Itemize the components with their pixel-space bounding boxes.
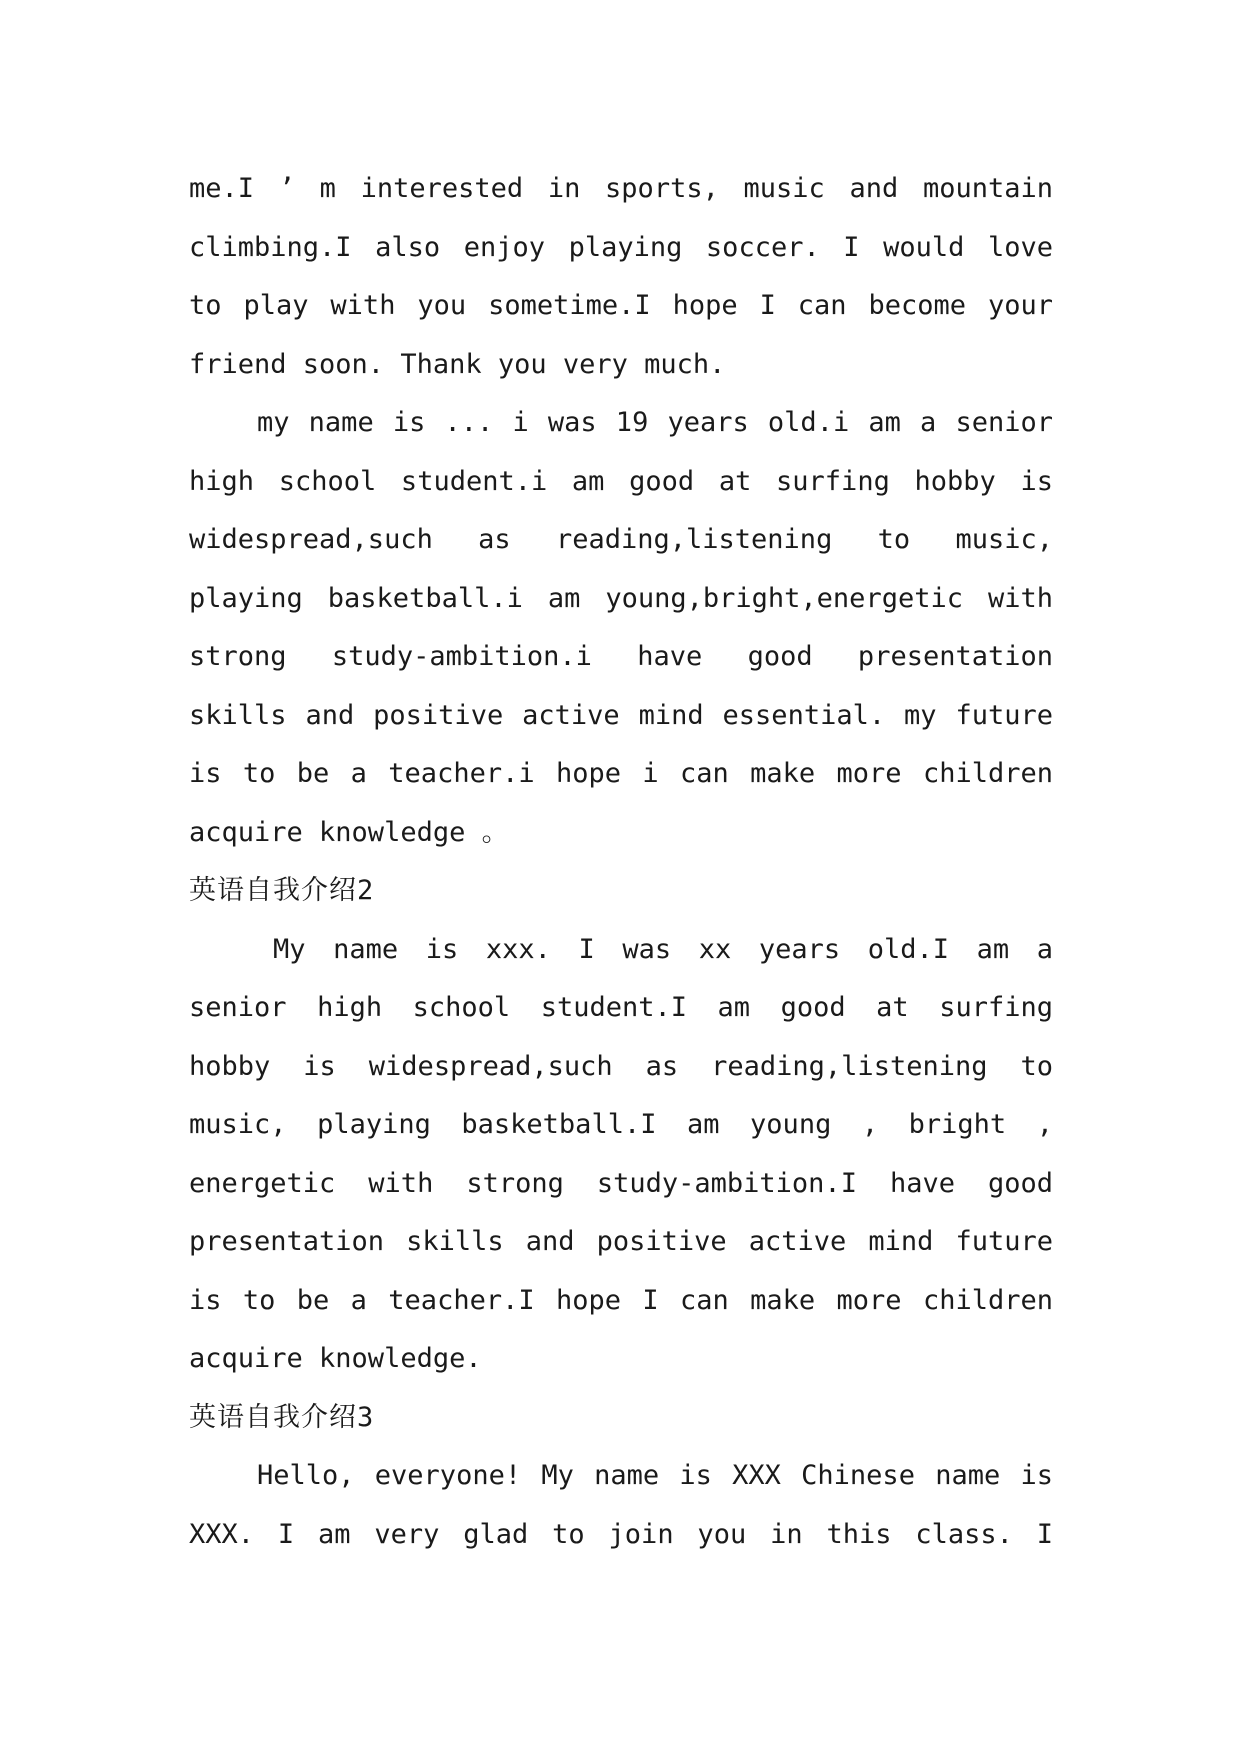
paragraph-line: my name is ... i was 19 years old.i am a senior [257, 407, 1053, 438]
section-heading: 英语自我介绍3 [189, 1401, 375, 1433]
paragraph-line: Hello, everyone! My name is XXX Chinese name is [257, 1460, 1053, 1491]
document-page [189, 160, 1053, 1564]
paragraph-line: to play with you sometime.I hope I can become your [189, 290, 1053, 321]
paragraph-line: XXX. I am very glad to join you in this class. I [189, 1518, 1053, 1550]
paragraph-line: acquire knowledge 。 [189, 816, 509, 848]
paragraph-line: music, playing basketball.I am young , bright , [189, 1109, 1053, 1140]
paragraph-line: high school student.i am good at surfing hobby is [189, 465, 1053, 497]
paragraph-line: climbing.I also enjoy playing soccer. I would love [189, 231, 1053, 263]
paragraph-line: My name is xxx. I was xx years old.I am a [273, 933, 1053, 965]
paragraph-line: presentation skills and positive active mind future [189, 1226, 1053, 1257]
paragraph-line: strong study-ambition.i have good presentation [189, 641, 1053, 672]
paragraph-line: friend soon. Thank you very much. [189, 348, 726, 380]
paragraph-line: hobby is widespread,such as reading,listening to [189, 1050, 1053, 1082]
paragraph-line: senior high school student.I am good at surfing [189, 992, 1053, 1023]
paragraph-line: playing basketball.i am young,bright,energetic with [189, 582, 1053, 614]
paragraph-line: is to be a teacher.I hope I can make more children [189, 1284, 1053, 1316]
paragraph-line: energetic with strong study-ambition.I have good [189, 1167, 1053, 1199]
paragraph-line: widespread,such as reading,listening to music, [189, 524, 1053, 555]
paragraph-line: skills and positive active mind essential. my future [189, 699, 1053, 731]
paragraph-line: is to be a teacher.i hope i can make more children [189, 758, 1053, 789]
section-heading: 英语自我介绍2 [189, 875, 375, 906]
paragraph-line: acquire knowledge. [189, 1343, 482, 1374]
paragraph-line: me.I ’ m interested in sports, music and mountain [189, 173, 1053, 204]
